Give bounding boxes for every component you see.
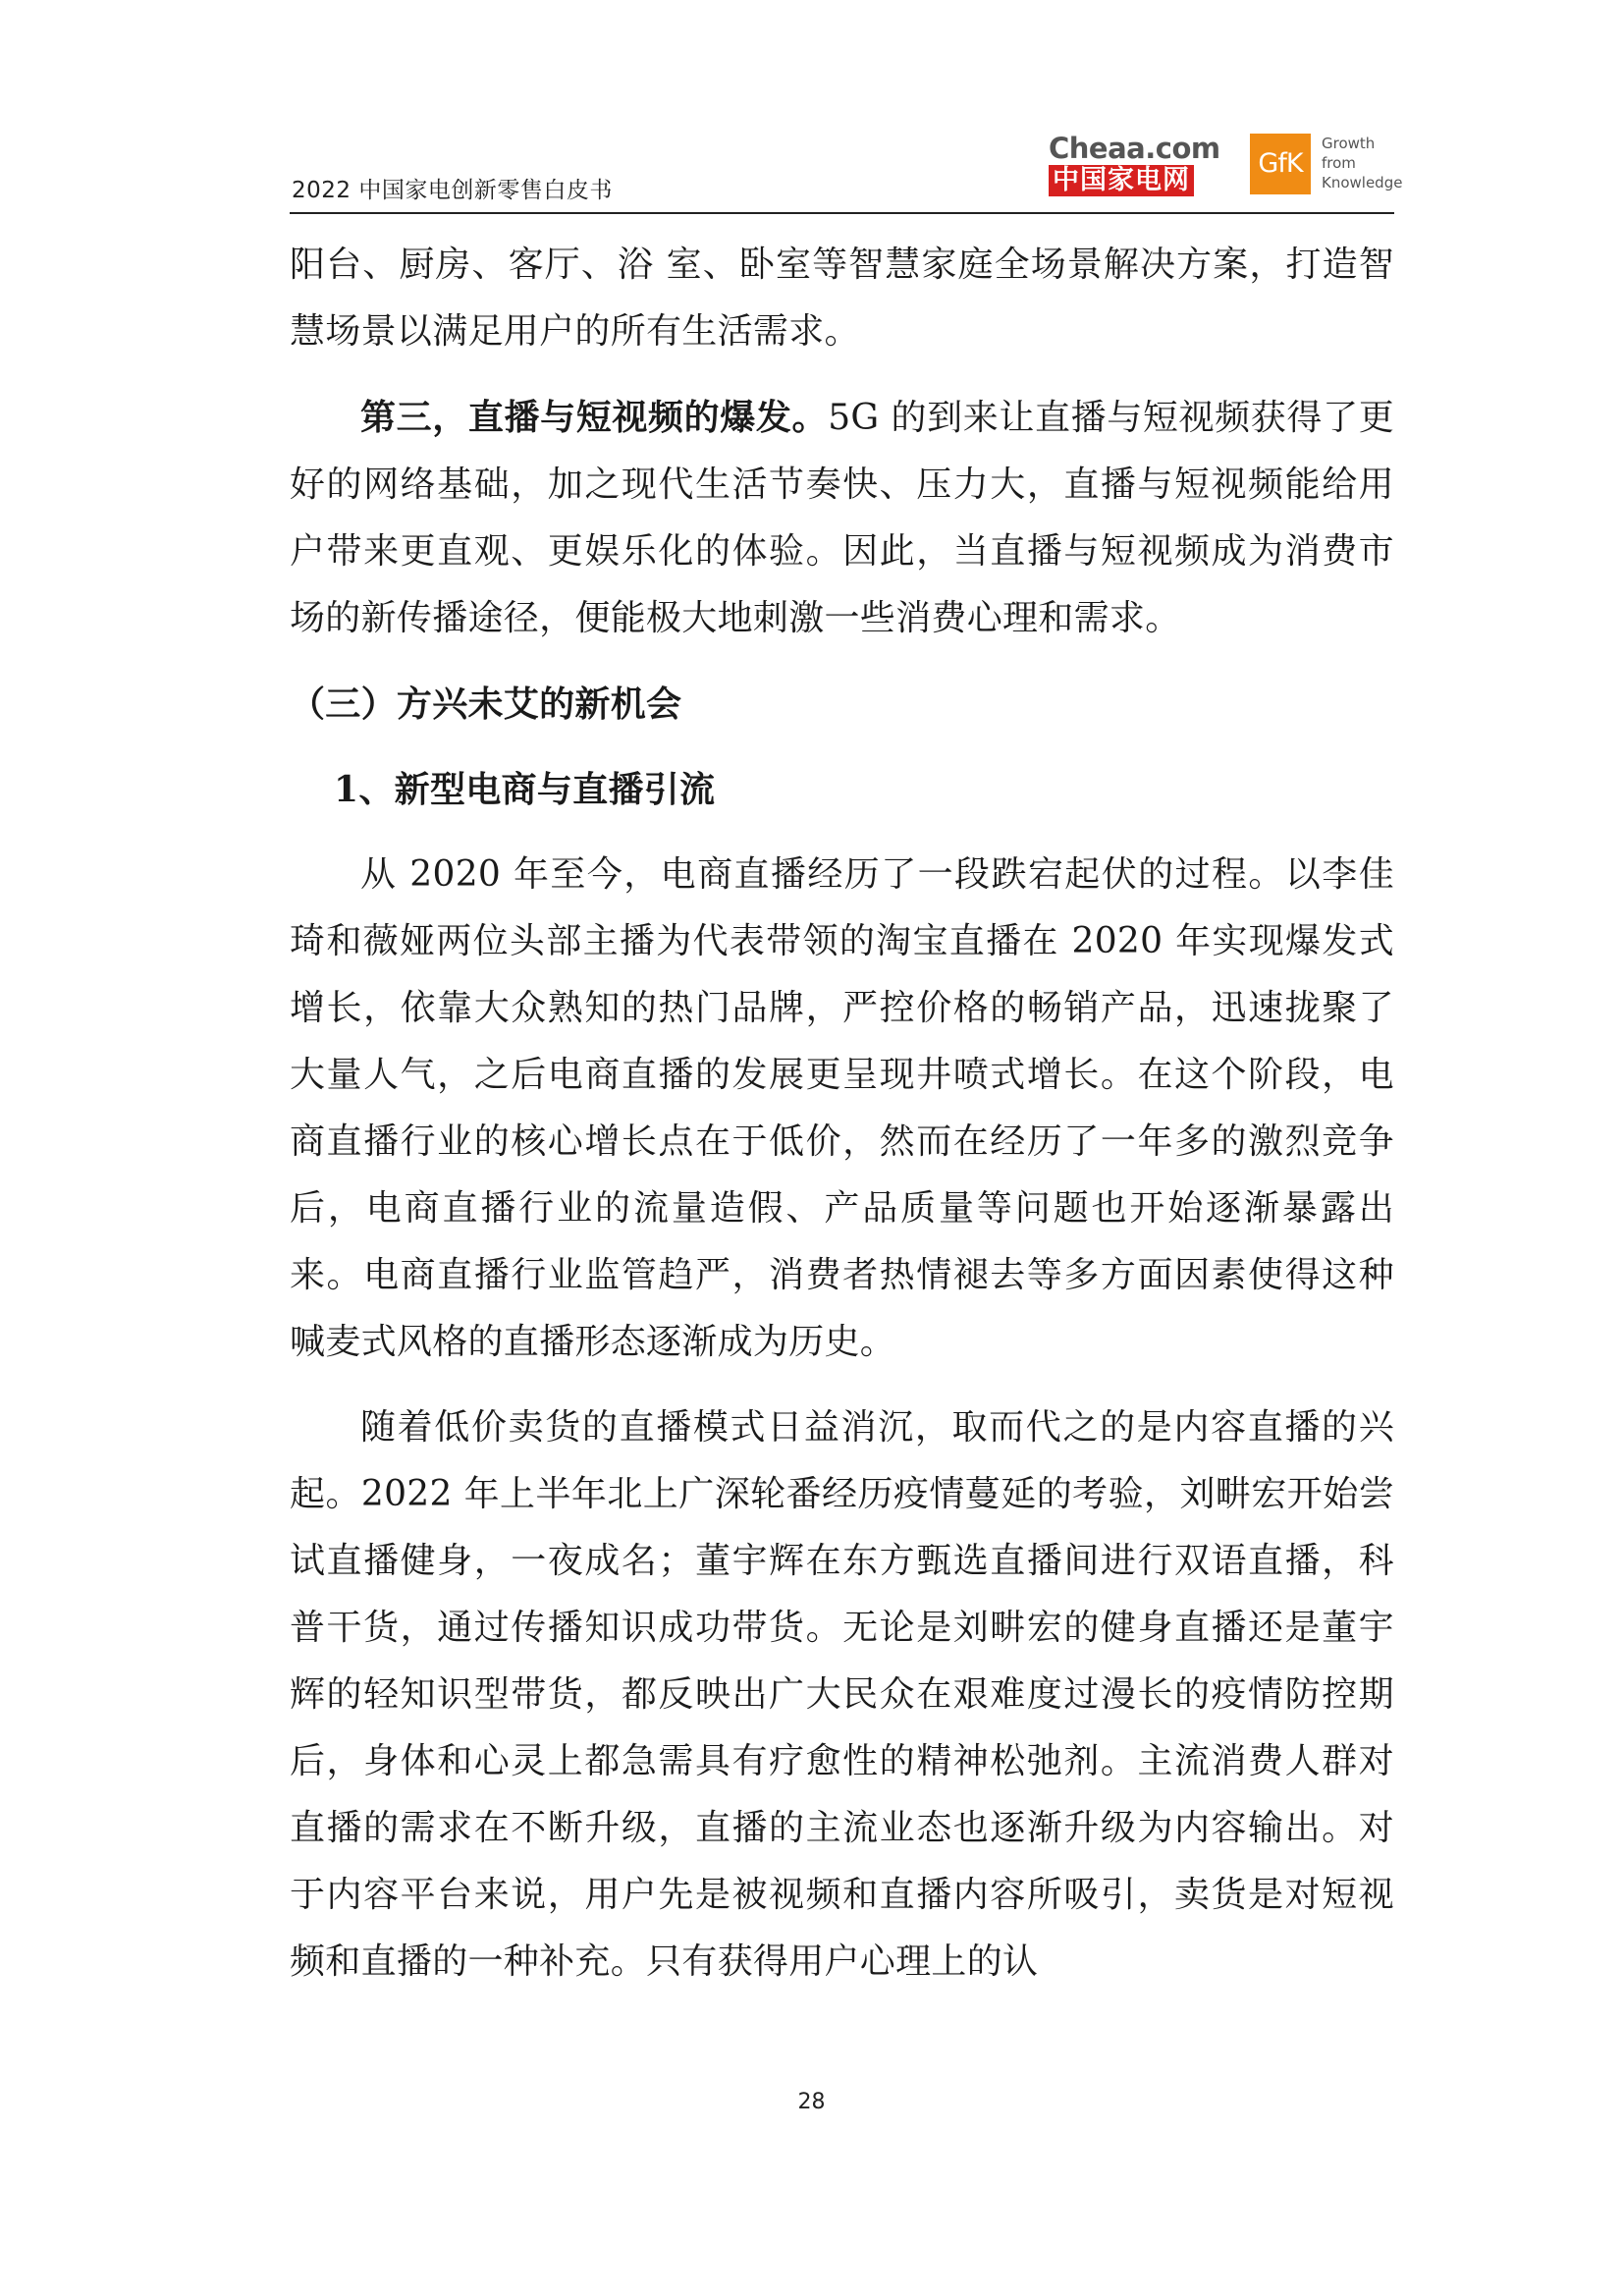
- document-title: 2022 中国家电创新零售白皮书: [292, 178, 613, 203]
- paragraph: 从 2020 年至今，电商直播经历了一段跌宕起伏的过程。以李佳琦和薇娅两位头部主播为代表带领的淘宝直播在 2020 年实现爆发式增长，依靠大众熟知的热门品牌，严控价格的畅销产品，迅速拢聚了大量人气，之后电商直播的发展更呈现井喷式增长。在这个阶段，电商直播行业的核心增长点在于低价，然而在经历了一年多的激烈竞争后，电商直播行业的流量造假、产品质量等问题也开始逐渐暴露出来。电商直播行业监管趋严，消费者热情褪去等多方面因素使得这种喊麦式风格的直播形态逐渐成为历史。: [290, 854, 1394, 1362]
- paragraph: [290, 384, 1394, 652]
- section-heading: （三）方兴未艾的新机会: [290, 683, 682, 725]
- gfk-logo: GfK: [1250, 134, 1311, 194]
- header-logos: [1049, 130, 1403, 202]
- paragraph: 随着低价卖货的直播模式日益消沉，取而代之的是内容直播的兴起。2022 年上半年北上广深轮番经历疫情蔓延的考验，刘畊宏开始尝试直播健身，一夜成名；董宇辉在东方甄选直播间进行双语直播，科普干货，通过传播知识成功带货。无论是刘畊宏的健身直播还是董宇辉的轻知识型带货，都反映出广大民众在艰难度过漫长的疫情防控期后，身体和心灵上都急需具有疗愈性的精神松弛剂。主流消费人群对直播的需求在不断升级，直播的主流业态也逐渐升级为内容输出。对于内容平台来说，用户先是被视频和直播内容所吸引，卖货是对短视频和直播的一种补充。只有获得用户心理上的认: [290, 1407, 1394, 1982]
- gfk-tagline: [1322, 134, 1402, 192]
- paragraph-lead-bold: 第三，直播与短视频的爆发。: [360, 397, 829, 438]
- cheaa-logo-cn: 中国家电网: [1049, 165, 1194, 196]
- subsection-heading: 1、新型电商与直播引流: [334, 769, 716, 810]
- page-header: [290, 126, 1403, 214]
- gfk-tagline-line: Growth: [1322, 135, 1376, 152]
- paragraph-text: 5G 的到来让直播与短视频获得了更好的网络基础，加之现代生活节奏快、压力大，直播与短视频能给用户带来更直观、更娱乐化的体验。因此，当直播与短视频成为消费市场的新传播途径，便能极大地刺激一些消费心理和需求。: [290, 398, 1394, 638]
- page-body: [290, 232, 1394, 1995]
- paragraph: 阳台、厨房、客厅、浴 室、卧室等智慧家庭全场景解决方案，打造智慧场景以满足用户的所有生活需求。: [290, 245, 1394, 352]
- gfk-tagline-line: Knowledge: [1322, 174, 1403, 191]
- page-number: 28: [797, 2090, 826, 2114]
- gfk-tagline-line: from: [1322, 154, 1356, 172]
- cheaa-logo-en: Cheaa.com: [1049, 132, 1220, 165]
- cheaa-logo: [1049, 134, 1227, 198]
